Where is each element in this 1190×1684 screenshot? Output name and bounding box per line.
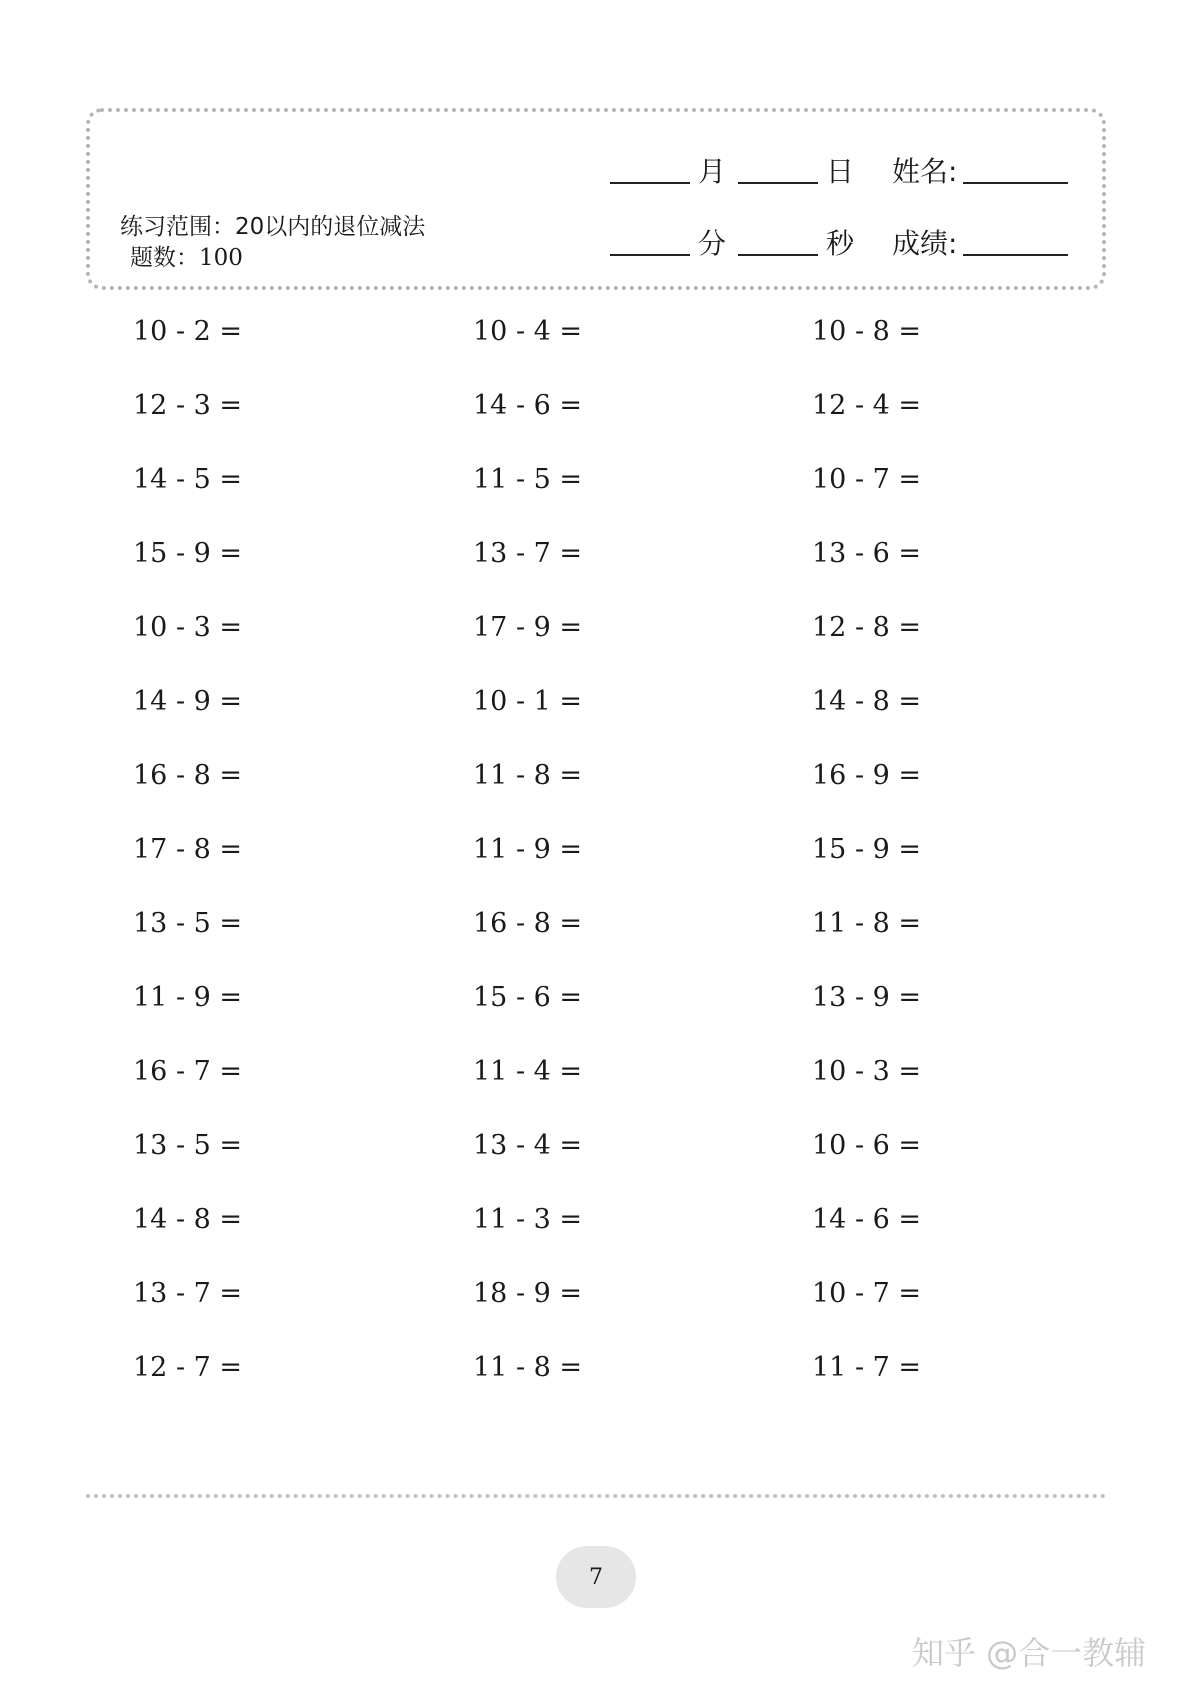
problem-item: 14 - 8 =: [133, 1204, 243, 1235]
minute-label: 分: [698, 227, 727, 260]
problem-item: 11 - 5 =: [473, 464, 583, 495]
problem-item: 12 - 3 =: [133, 390, 243, 421]
header-box: [86, 108, 1106, 290]
month-blank[interactable]: [610, 152, 690, 184]
problem-item: 10 - 3 =: [812, 1056, 922, 1087]
problem-item: 13 - 7 =: [133, 1278, 243, 1309]
problem-item: 16 - 9 =: [812, 760, 922, 791]
problem-item: 16 - 8 =: [133, 760, 243, 791]
time-score-row: [610, 222, 1068, 262]
problem-item: 15 - 6 =: [473, 982, 583, 1013]
minute-blank[interactable]: [610, 224, 690, 256]
problem-item: 13 - 6 =: [812, 538, 922, 569]
problem-item: 11 - 8 =: [473, 760, 583, 791]
problem-item: 11 - 7 =: [812, 1352, 922, 1383]
problem-item: 11 - 9 =: [133, 982, 243, 1013]
problem-item: 14 - 5 =: [133, 464, 243, 495]
problem-item: 12 - 4 =: [812, 390, 922, 421]
day-label: 日: [826, 155, 855, 188]
problem-item: 14 - 6 =: [473, 390, 583, 421]
second-label: 秒: [826, 227, 855, 260]
score-blank[interactable]: [963, 224, 1068, 256]
count-label: 题数：: [130, 245, 199, 271]
problem-item: 11 - 8 =: [812, 908, 922, 939]
problem-item: 12 - 8 =: [812, 612, 922, 643]
watermark: 知乎 @合一教辅: [912, 1634, 1147, 1672]
problem-item: 12 - 7 =: [133, 1352, 243, 1383]
problem-item: 13 - 4 =: [473, 1130, 583, 1161]
problem-item: 13 - 9 =: [812, 982, 922, 1013]
problem-item: 15 - 9 =: [812, 834, 922, 865]
month-label: 月: [698, 155, 727, 188]
scope-value: 20以内的退位减法: [235, 214, 426, 240]
practice-scope: [120, 212, 440, 274]
problem-item: 11 - 3 =: [473, 1204, 583, 1235]
footer-divider: [86, 1494, 1106, 1498]
problem-item: 17 - 8 =: [133, 834, 243, 865]
day-blank[interactable]: [738, 152, 818, 184]
problem-item: 10 - 6 =: [812, 1130, 922, 1161]
problem-item: 10 - 3 =: [133, 612, 243, 643]
problem-item: 10 - 4 =: [473, 316, 583, 347]
problem-item: 14 - 6 =: [812, 1204, 922, 1235]
problem-item: 15 - 9 =: [133, 538, 243, 569]
problem-item: 11 - 9 =: [473, 834, 583, 865]
count-value: 100: [199, 245, 243, 271]
name-label: 姓名:: [892, 155, 958, 188]
scope-label: 练习范围：: [120, 214, 235, 240]
problem-item: 18 - 9 =: [473, 1278, 583, 1309]
problem-item: 16 - 8 =: [473, 908, 583, 939]
problem-item: 14 - 8 =: [812, 686, 922, 717]
second-blank[interactable]: [738, 224, 818, 256]
problem-item: 17 - 9 =: [473, 612, 583, 643]
score-label: 成绩:: [892, 227, 958, 260]
problem-item: 13 - 7 =: [473, 538, 583, 569]
page-number: 7: [556, 1546, 636, 1608]
problem-item: 11 - 4 =: [473, 1056, 583, 1087]
problem-item: 10 - 1 =: [473, 686, 583, 717]
problem-item: 11 - 8 =: [473, 1352, 583, 1383]
problem-item: 14 - 9 =: [133, 686, 243, 717]
problem-item: 13 - 5 =: [133, 908, 243, 939]
problem-item: 10 - 7 =: [812, 1278, 922, 1309]
problem-item: 16 - 7 =: [133, 1056, 243, 1087]
problem-item: 10 - 2 =: [133, 316, 243, 347]
name-blank[interactable]: [963, 152, 1068, 184]
problem-item: 13 - 5 =: [133, 1130, 243, 1161]
problem-item: 10 - 7 =: [812, 464, 922, 495]
date-name-row: [610, 150, 1068, 190]
problem-item: 10 - 8 =: [812, 316, 922, 347]
